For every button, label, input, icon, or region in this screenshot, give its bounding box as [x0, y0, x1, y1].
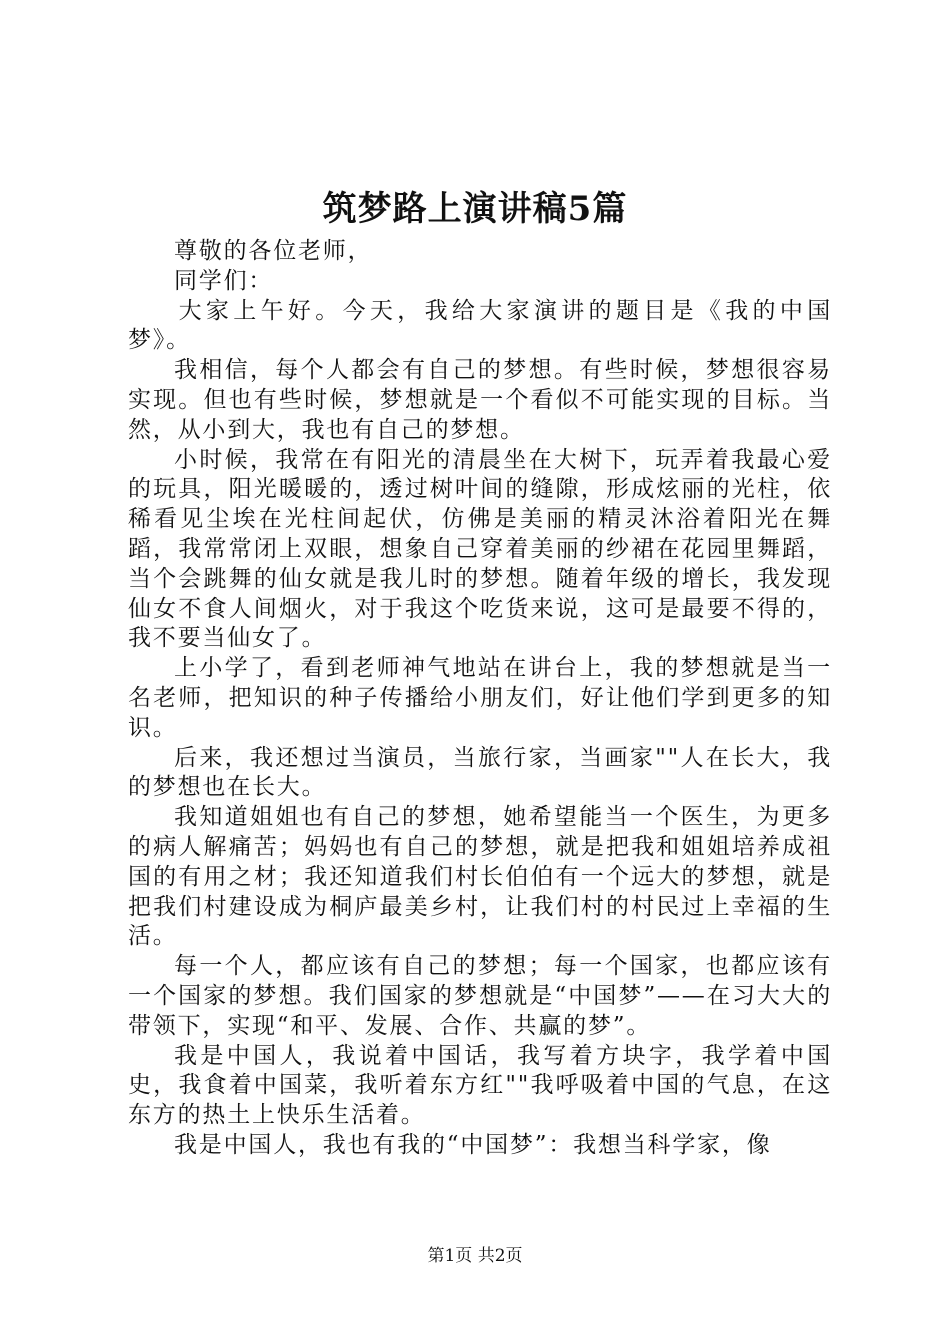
paragraph-salutation-2: 同学们： — [174, 267, 274, 294]
paragraph: 每一个人，都应该有自己的梦想；每一个国家，也都应该有一个国家的梦想。我们国家的梦想就是“中国梦”——在习大大的带领下，实现“和平、发展、合作、共赢的梦”。 — [128, 953, 832, 1039]
paragraph-salutation-1: 尊敬的各位老师， — [174, 238, 373, 264]
paragraph: 我相信，每个人都会有自己的梦想。有些时候，梦想很容易实现。但也有些时候，梦想就是一个看似不可能实现的目标。当然，从小到大，我也有自己的梦想。 — [128, 357, 832, 443]
paragraph: 我知道姐姐也有自己的梦想，她希望能当一个医生，为更多的病人解痛苦；妈妈也有自己的梦想，就是把我和姐姐培养成祖国的有用之材；我还知道我们村长伯伯有一个远大的梦想，就是把我们村建设成为桐庐最美乡村，让我们村的村民过上幸福的生活。 — [128, 804, 832, 950]
paragraph-intro: 大家上午好。今天，我给大家演讲的题目是《我的中国梦》。 — [128, 297, 832, 354]
paragraph: 后来，我还想过当演员，当旅行家，当画家""人在长大，我的梦想也在长大。 — [128, 744, 832, 801]
document-title: 筑梦路上演讲稿5篇 — [322, 189, 628, 229]
paragraph: 上小学了，看到老师神气地站在讲台上，我的梦想就是当一名老师，把知识的种子传播给小朋友们，好让他们学到更多的知识。 — [128, 655, 832, 741]
paragraph: 我是中国人，我也有我的“中国梦”：我想当科学家，像 — [174, 1131, 772, 1158]
document-body — [128, 237, 832, 1161]
paragraph: 我是中国人，我说着中国话，我写着方块字，我学着中国史，我食着中国菜，我听着东方红""我呼吸着中国的气息，在这东方的热土上快乐生活着。 — [128, 1042, 832, 1129]
page-footer: 第1页 共2页 — [427, 1246, 523, 1266]
paragraph: 小时候，我常在有阳光的清晨坐在大树下，玩弄着我最心爱的玩具，阳光暖暖的，透过树叶间的缝隙，形成炫丽的光柱，依稀看见尘埃在光柱间起伏，仿佛是美丽的精灵沐浴着阳光在舞蹈，我常常闭上双眼，想象自己穿着美丽的纱裙在花园里舞蹈，当个会跳舞的仙女就是我儿时的梦想。随着年级的增长，我发现仙女不食人间烟火，对于我这个吃货来说，这可是最要不得的，我不要当仙女了。 — [128, 446, 832, 652]
